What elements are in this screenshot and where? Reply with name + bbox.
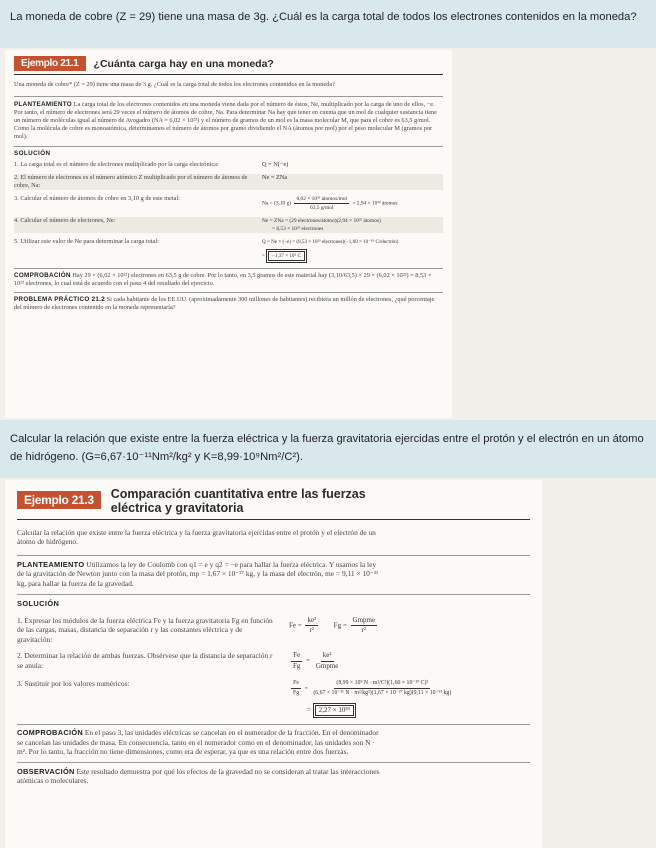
eq-numerator: 6,02 × 10²³ átomos/mol — [296, 196, 348, 202]
practice-problem-text: Si cada habitante de los EE.UU. (aproximadamente 300 millones de habitantes) recibiera un millón de electrones, ¿qué porcentaje del número de electrones contenido en la moneda representaría? — [14, 296, 435, 311]
question-2-text: Calcular la relación que existe entre la fuerza eléctrica y la fuerza gravitatoria ejercidas entre el protón y el electrón en un átomo de hidrógeno. (G=6,67·10⁻¹¹Nm²/kg² y K=8,99·10⁹Nm²/C²). — [10, 433, 644, 463]
step-equation — [254, 217, 381, 233]
solution-step — [14, 217, 443, 233]
comprobacion-label: COMPROBACIÓN — [14, 272, 71, 279]
question-1-text: La moneda de cobre (Z = 29) tiene una masa de 3g. ¿Cuál es la carga total de todos los electrones contenidos en la moneda? — [10, 11, 637, 23]
example-intro: Una moneda de cobre* (Z = 29) tiene una masa de 3 g. ¿Cuál es la carga total de todos los electrones contenidos en la moneda? — [14, 81, 335, 88]
observacion-text: Este resultado demuestra por qué los efectos de la gravedad no se consideran al tratar las interacciones atómicas o moleculares. — [17, 766, 380, 785]
eq-denominator: Fg — [293, 690, 300, 697]
example-tag: Ejemplo 21.3 — [17, 491, 101, 509]
practice-problem-label: PROBLEMA PRÁCTICO 21.2 — [14, 296, 106, 303]
eq-line: Q = Ne × (−e) = (8,53 × 10²³ electrones)(−1,60 × 10⁻¹⁹ C/electrón) — [262, 239, 399, 245]
eq-numerator: Fe — [291, 679, 301, 689]
solution-step — [17, 616, 530, 644]
step-number: 3. — [17, 679, 23, 689]
question-banner-2 — [0, 420, 656, 478]
eq-line: = 8,53 × 10²³ electrones — [272, 226, 324, 232]
result-box: −1,37 × 10⁵ C — [266, 249, 307, 263]
step-number: 3. — [14, 195, 19, 202]
eq-part: = 2,94 × 10²² átomos — [352, 200, 398, 207]
step-text: Calcular el número de átomos de cobre en 3,10 g de este metal: — [20, 195, 180, 202]
result-box: 2,27 × 10³⁹ — [313, 703, 356, 718]
solution-step — [14, 174, 443, 190]
step-text: Expresar los módulos de la fuerza eléctrica Fe y la fuerza gravitatoria Fg en función de las cargas, masas, distancia de separación r y las constantes eléctrica y de gravitación: — [17, 616, 273, 644]
eq-part: Fe = — [289, 621, 302, 630]
solution-step — [17, 651, 530, 671]
question-banner-1 — [0, 0, 656, 48]
eq-denominator: r² — [309, 626, 315, 635]
eq-numerator: Gmpme — [351, 616, 378, 626]
observacion-label: OBSERVACIÓN — [17, 766, 75, 776]
solution-label: SOLUCIÓN — [17, 599, 60, 609]
solution-step — [14, 195, 443, 212]
comprobacion-paragraph — [17, 728, 530, 756]
eq-denominator: Fg — [293, 661, 301, 670]
step-equation: Ne = ZNa — [262, 174, 288, 181]
eq-part: Na = (3,10 g) — [262, 200, 292, 207]
planteamiento-text: La carga total de los electrones contenidos en una moneda viene dada por el número de éstos, Ne, multiplicado por la carga de uno de ellos, −e. Por tanto, el número de electrones será 29 veces el número de átomos de cobre, Na. Para determinar Na hay que tener en cuenta que un mol de cualquier sustancia tiene un número de moléculas igual al número de Avogadro (NA = 6,02 × 10²³) y el número de gramos de un mol es la masa molecular M, que para el cobre es 63,5 g/mol. Como la molécula de cobre es monoatómica, determinamos el número de átomos por gramo dividiendo el NA (átomos por mol) por el peso molecular M (gramos por mol). — [14, 101, 437, 140]
step-text: La carga total es el número de electrones multiplicado por la carga electrónica: — [20, 161, 219, 168]
step-equation — [279, 651, 342, 671]
step-number: 4. — [14, 217, 19, 224]
step-number: 2. — [17, 651, 23, 661]
comprobacion-label: COMPROBACIÓN — [17, 728, 84, 738]
planteamiento-paragraph — [14, 101, 443, 141]
example-tag: Ejemplo 21.1 — [14, 56, 86, 71]
eq-denominator: (6,67 × 10⁻¹¹ N · m²/kg²)(1,67 × 10⁻²⁷ kg)(9,11 × 10⁻³¹ kg) — [313, 690, 452, 697]
practice-problem-paragraph — [14, 296, 443, 312]
eq-numerator: ke² — [321, 651, 334, 661]
eq-part: Fg = — [333, 621, 347, 630]
step-text: El número de electrones es el número atómico Z multiplicado por el número de átomos de cobre, Na: — [14, 174, 248, 189]
step-equation: $\frac{Fe}{Fg}$ = $\frac{\text{(8,99 × 10⁹ N · m²/C²)(1,60 × 10⁻¹⁹ C)²}}{\text{(6,67 × 10⁻¹¹ N · m²/kg²)(1,67 × 10⁻²⁷ kg)(9,11 × 10⁻³¹ kg)}}$ = 2,27 × 10³⁹ — [279, 679, 455, 718]
example-intro: Calcular la relación que existe entre la fuerza eléctrica y la fuerza gravitatoria ejercidas entre el protón y el electrón de un átomo de hidrógeno. — [17, 528, 376, 547]
eq-denominator: Gmpme — [315, 661, 339, 670]
solution-label: SOLUCIÓN — [14, 150, 51, 157]
eq-numerator: Fe — [291, 651, 302, 661]
planteamiento-text: Utilizamos la ley de Coulomb con q1 = e y q2 = −e para hallar la fuerza eléctrica. Y usamos la ley de la gravitación de Newton junto con la masa del protón, mp = 1,67 × 10⁻²⁷ kg, y la masa del electrón, me = 9,11 × 10⁻³¹ kg, para hallar la fuerza de la gravedad. — [17, 559, 379, 588]
eq-denominator: r² — [361, 626, 367, 635]
comprobacion-text: Hay 29 × (6,02 × 10²³) electrones en 63,5 g de cobre. Por lo tanto, en 3,5 gramos de este material hay (3,10/63,5) × 29 × (6,02 × 10²³) = 8,53 × 10²³ electrones, lo cual está de acuerdo con el paso 4 del resultado del ejercicio. — [14, 272, 432, 287]
solution-step — [14, 161, 443, 169]
step-number: 2. — [14, 174, 19, 181]
eq-line: Ne = ZNa = (29 electrones/átomo)(2,94 × 10²² átomos) — [262, 218, 381, 224]
eq-numerator: ke² — [305, 616, 318, 626]
planteamiento-paragraph — [17, 560, 530, 588]
step-equation — [254, 195, 398, 212]
eq-part: = — [304, 686, 308, 693]
planteamiento-label: PLANTEAMIENTO — [17, 559, 85, 569]
comprobacion-paragraph — [14, 272, 443, 288]
step-number: 1. — [14, 161, 19, 168]
solution-step — [14, 238, 443, 263]
solution-step — [17, 679, 530, 718]
step-number: 5. — [14, 238, 19, 245]
step-text: Calcular el número de electrones, Ne: — [20, 217, 116, 224]
step-equation: Q = N(−e) — [262, 161, 289, 168]
example-title: Comparación cuantitativa entre las fuerzas eléctrica y gravitatoria — [110, 487, 366, 515]
step-equation: Q = Ne × (−e) = (8,53 × 10²³ electrones)(−1,60 × 10⁻¹⁹ C/electrón) = −1,37 × 10⁵ C — [254, 238, 398, 263]
comprobacion-text: En el paso 3, las unidades eléctricas se cancelan en el numerador de la fracción. En el denominador se cancelan las unidades de masa. En consecuencia, tanto en el numerador como en el denominador, las unidades son N · m². Por lo tanto, la fracción no tiene dimensiones, como era de esperar, ya que es una relación entre dos fuerzas. — [17, 728, 379, 757]
observacion-paragraph — [17, 767, 530, 786]
step-text: Sustituir por los valores numéricos: — [24, 679, 130, 689]
step-number: 1. — [17, 616, 23, 626]
step-text: Determinar la relación de ambas fuerzas. Obsérvese que la distancia de separación r se anula: — [17, 651, 273, 670]
eq-part: = — [306, 656, 311, 665]
step-equation — [279, 616, 379, 644]
example-21-1-card — [5, 50, 452, 418]
eq-numerator: (8,99 × 10⁹ N · m²/C²)(1,60 × 10⁻¹⁹ C)² — [334, 679, 430, 689]
eq-denominator: 63,5 g/mol — [310, 205, 334, 211]
planteamiento-label: PLANTEAMIENTO — [14, 101, 73, 108]
example-title: ¿Cuánta carga hay en una moneda? — [93, 57, 274, 70]
example-21-3-card — [5, 480, 542, 848]
step-text: Utilizar este valor de Ne para determinar la carga total: — [20, 238, 159, 245]
